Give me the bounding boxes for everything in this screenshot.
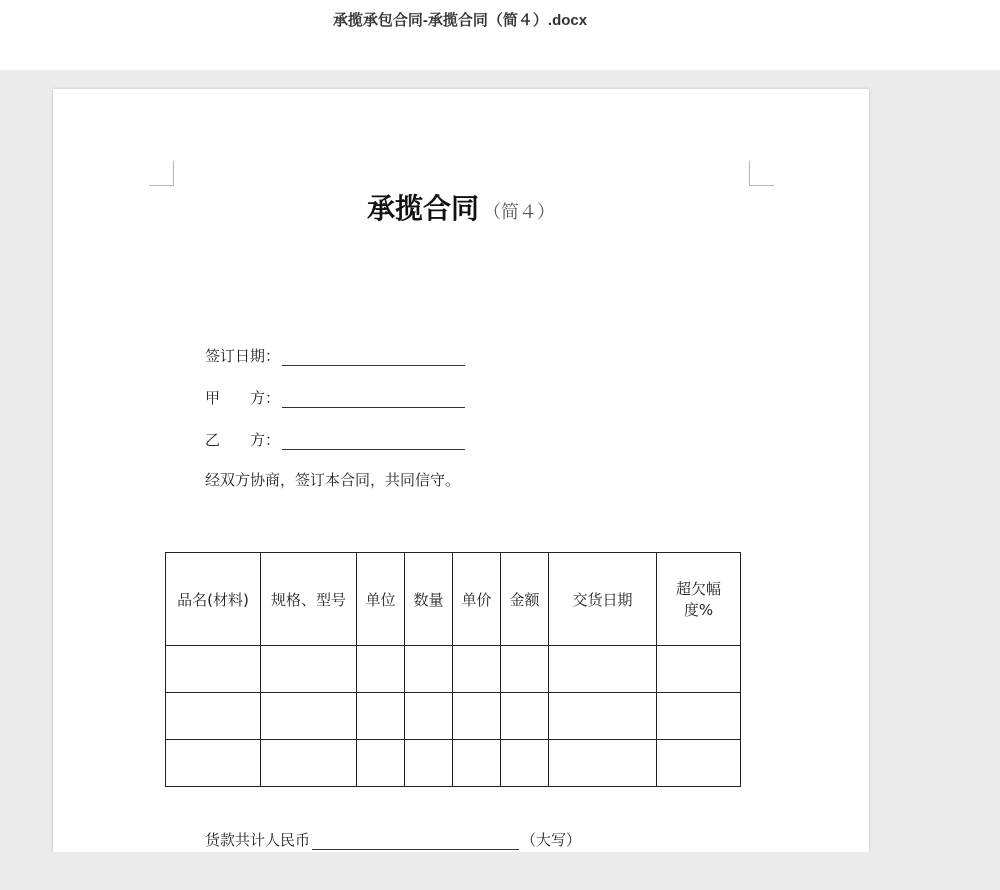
table-header-cell: 金额 bbox=[501, 553, 549, 646]
table-cell[interactable] bbox=[357, 693, 405, 740]
table-cell[interactable] bbox=[549, 646, 657, 693]
table-header-cell: 单位 bbox=[357, 553, 405, 646]
table-cell[interactable] bbox=[261, 646, 357, 693]
document-title: 承揽合同 bbox=[366, 192, 479, 225]
intro-paragraph: 经双方协商，签订本合同，共同信守。 bbox=[205, 471, 461, 489]
field-party-a bbox=[205, 387, 465, 408]
total-label: 货款共计人民币 bbox=[205, 831, 311, 849]
table-cell[interactable] bbox=[166, 740, 261, 787]
table-header-row bbox=[166, 553, 741, 646]
field-label: 乙 方： bbox=[205, 431, 281, 449]
table-cell[interactable] bbox=[549, 693, 657, 740]
table-cell[interactable] bbox=[166, 646, 261, 693]
document-heading bbox=[53, 187, 869, 227]
table-cell[interactable] bbox=[657, 646, 741, 693]
table-header-cell: 数量 bbox=[405, 553, 453, 646]
table-cell[interactable] bbox=[261, 740, 357, 787]
goods-table bbox=[165, 552, 741, 787]
table-cell[interactable] bbox=[549, 740, 657, 787]
table-cell[interactable] bbox=[405, 693, 453, 740]
field-party-b bbox=[205, 429, 465, 450]
table-cell[interactable] bbox=[405, 646, 453, 693]
table-cell[interactable] bbox=[357, 646, 405, 693]
table-cell[interactable] bbox=[453, 693, 501, 740]
table-cell[interactable] bbox=[657, 693, 741, 740]
field-blank-line bbox=[282, 349, 465, 366]
margin-corner-top-right bbox=[749, 161, 774, 186]
table-cell[interactable] bbox=[501, 693, 549, 740]
table-cell[interactable] bbox=[405, 740, 453, 787]
document-filename: 承揽承包合同-承揽合同（简４）.docx bbox=[332, 12, 588, 29]
bottom-bar bbox=[0, 852, 1000, 890]
table-header-cell: 规格、型号 bbox=[261, 553, 357, 646]
total-blank-line bbox=[312, 833, 519, 850]
field-sign-date bbox=[205, 345, 465, 366]
field-label: 签订日期： bbox=[205, 347, 281, 365]
table-cell[interactable] bbox=[357, 740, 405, 787]
table-row bbox=[166, 693, 741, 740]
table-header-cell: 超欠幅度% bbox=[657, 553, 741, 646]
table-cell[interactable] bbox=[501, 740, 549, 787]
table-header-cell: 品名(材料) bbox=[166, 553, 261, 646]
document-subtitle: （简４） bbox=[483, 202, 555, 223]
total-suffix: （大写） bbox=[521, 831, 582, 849]
margin-corner-top-left bbox=[149, 161, 174, 186]
table-cell[interactable] bbox=[453, 740, 501, 787]
table-header-cell: 交货日期 bbox=[549, 553, 657, 646]
table-header-cell: 单价 bbox=[453, 553, 501, 646]
field-blank-line bbox=[282, 433, 465, 450]
table-cell[interactable] bbox=[501, 646, 549, 693]
table-cell[interactable] bbox=[453, 646, 501, 693]
total-amount-line bbox=[205, 829, 581, 850]
table-cell[interactable] bbox=[261, 693, 357, 740]
field-blank-line bbox=[282, 391, 465, 408]
field-label: 甲 方： bbox=[205, 389, 281, 407]
document-page[interactable] bbox=[53, 89, 869, 879]
table-row bbox=[166, 740, 741, 787]
table-cell[interactable] bbox=[657, 740, 741, 787]
title-bar bbox=[0, 0, 1000, 70]
table-row bbox=[166, 646, 741, 693]
table-cell[interactable] bbox=[166, 693, 261, 740]
